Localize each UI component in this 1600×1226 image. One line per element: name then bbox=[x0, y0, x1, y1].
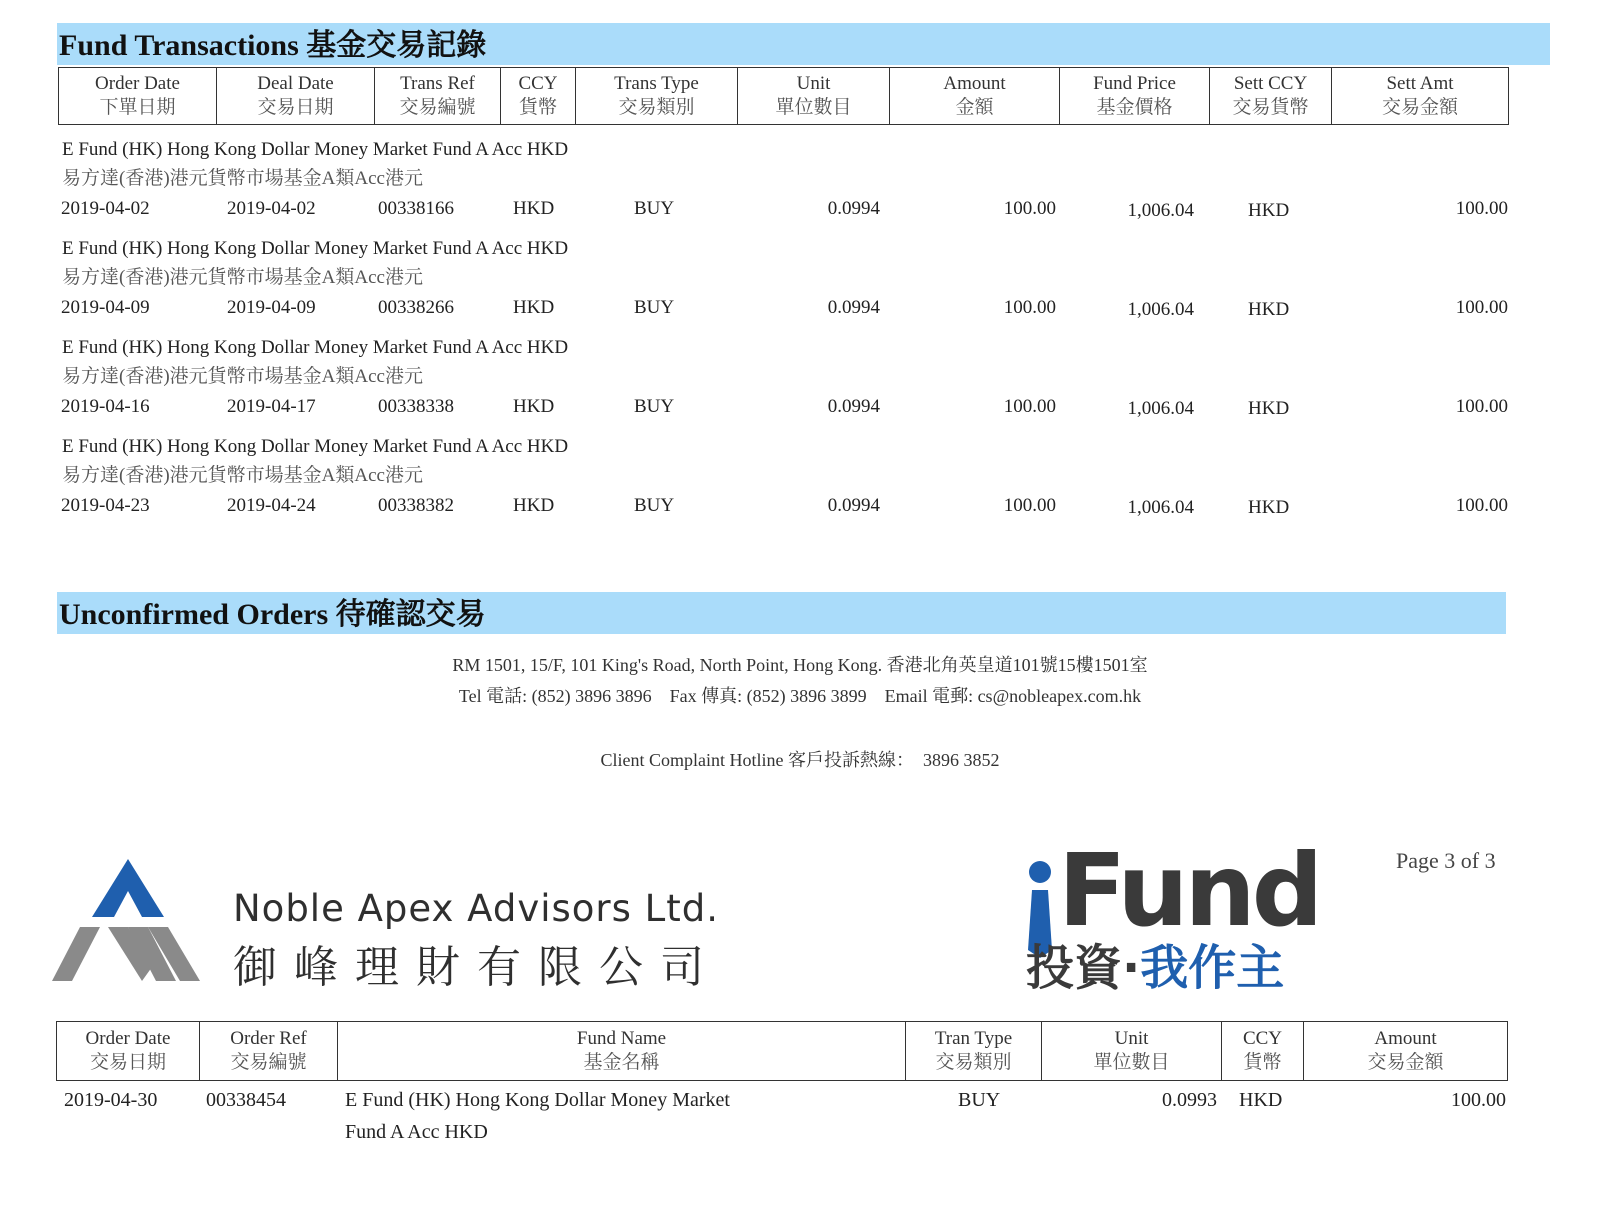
column-label-en: Order Date bbox=[95, 73, 180, 94]
cell-sett-ccy: HKD bbox=[1248, 398, 1290, 419]
column-label-zh: 交易編號 bbox=[230, 1052, 307, 1073]
cell-price: 1,006.04 bbox=[1127, 299, 1194, 320]
noble-apex-logo bbox=[52, 857, 204, 985]
column-label-en: Tran Type bbox=[934, 1028, 1013, 1049]
cell-order-date: 2019-04-09 bbox=[61, 297, 150, 318]
column-label-en: Deal Date bbox=[257, 73, 334, 94]
cell-ccy: HKD bbox=[513, 396, 555, 417]
column-label-zh: 單位數目 bbox=[1093, 1052, 1170, 1073]
cell-deal-date: 2019-04-24 bbox=[227, 495, 316, 516]
ft-col-9 bbox=[1332, 68, 1509, 125]
column-label-zh: 基金價格 bbox=[1096, 97, 1173, 118]
cell-ref: 00338338 bbox=[378, 396, 454, 417]
cell-sett-ccy: HKD bbox=[1248, 200, 1290, 221]
uo-unit: 0.0993 bbox=[1162, 1089, 1217, 1111]
cell-deal-date: 2019-04-09 bbox=[227, 297, 316, 318]
cell-price: 1,006.04 bbox=[1127, 398, 1194, 419]
footer-address: RM 1501, 15/F, 101 King's Road, North Point, Hong Kong. 香港北角英皇道101號15樓1501室 bbox=[452, 655, 1148, 675]
ft-col-0 bbox=[59, 68, 217, 125]
cell-amount: 100.00 bbox=[1003, 495, 1056, 516]
uo-ccy: HKD bbox=[1239, 1089, 1283, 1111]
fund-name-en: E Fund (HK) Hong Kong Dollar Money Market Fund A Acc HKD bbox=[62, 436, 569, 457]
cell-ref: 00338166 bbox=[378, 198, 454, 219]
cell-unit: 0.0994 bbox=[827, 495, 880, 516]
cell-unit: 0.0994 bbox=[827, 297, 880, 318]
column-label-en: Fund Price bbox=[1093, 73, 1176, 94]
logo-gray-left-icon bbox=[52, 927, 100, 981]
uo-col-0 bbox=[57, 1022, 200, 1081]
company-name-zh: 御峰理財有限公司 bbox=[233, 942, 721, 993]
company-name-en: Noble Apex Advisors Ltd. bbox=[233, 887, 720, 930]
uo-tran-type: BUY bbox=[958, 1089, 1001, 1111]
transaction-row bbox=[0, 396, 1600, 422]
column-label-en: Order Date bbox=[85, 1028, 171, 1049]
column-label-en: CCY bbox=[1242, 1028, 1283, 1049]
cell-ref: 00338382 bbox=[378, 495, 454, 516]
cell-deal-date: 2019-04-17 bbox=[227, 396, 316, 417]
cell-sett-ccy: HKD bbox=[1248, 299, 1290, 320]
ifund-wordmark: Fund bbox=[1058, 832, 1320, 949]
cell-sett-ccy: HKD bbox=[1248, 497, 1290, 518]
ft-col-5 bbox=[738, 68, 890, 125]
ft-col-3 bbox=[501, 68, 576, 125]
footer-contact: Tel 電話: (852) 3896 3896 Fax 傳真: (852) 3896 3899 Email 電郵: cs@nobleapex.com.hk bbox=[458, 686, 1142, 706]
cell-ccy: HKD bbox=[513, 495, 555, 516]
logo-blue-peak-icon bbox=[92, 859, 164, 917]
cell-order-date: 2019-04-16 bbox=[61, 396, 150, 417]
cell-order-date: 2019-04-02 bbox=[61, 198, 150, 219]
column-label-en: Trans Type bbox=[614, 73, 699, 94]
ifund-logo bbox=[1022, 832, 1322, 1002]
column-label-zh: 交易類別 bbox=[618, 97, 695, 118]
uo-col-2 bbox=[338, 1022, 906, 1081]
column-label-zh: 交易金額 bbox=[1367, 1052, 1444, 1073]
cell-amount: 100.00 bbox=[1003, 396, 1056, 417]
cell-price: 1,006.04 bbox=[1127, 200, 1194, 221]
column-label-zh: 貨幣 bbox=[518, 97, 557, 118]
column-label-zh: 交易金額 bbox=[1381, 97, 1458, 118]
cell-sett-amt: 100.00 bbox=[1455, 396, 1508, 417]
transaction-row bbox=[0, 297, 1600, 323]
fund-name-zh: 易方達(香港)港元貨幣市場基金A類Acc港元 bbox=[62, 465, 423, 486]
column-label-en: Fund Name bbox=[576, 1028, 667, 1049]
column-label-zh: 金額 bbox=[955, 97, 994, 118]
column-label-zh: 交易貨幣 bbox=[1232, 97, 1309, 118]
page-number: Page 3 of 3 bbox=[1396, 848, 1496, 873]
fund-name-en: E Fund (HK) Hong Kong Dollar Money Market Fund A Acc HKD bbox=[62, 139, 569, 160]
column-label-zh: 交易類別 bbox=[935, 1052, 1012, 1073]
column-label-en: CCY bbox=[518, 73, 558, 94]
uo-amount: 100.00 bbox=[1451, 1089, 1506, 1111]
ft-col-6 bbox=[890, 68, 1060, 125]
unconfirmed-orders-header bbox=[56, 1021, 1508, 1081]
cell-unit: 0.0994 bbox=[827, 198, 880, 219]
cell-sett-amt: 100.00 bbox=[1455, 297, 1508, 318]
cell-sett-amt: 100.00 bbox=[1455, 495, 1508, 516]
column-label-en: Sett Amt bbox=[1386, 73, 1454, 94]
fund-transactions-header bbox=[58, 67, 1509, 125]
fund-name-en: E Fund (HK) Hong Kong Dollar Money Market Fund A Acc HKD bbox=[62, 337, 569, 358]
cell-sett-amt: 100.00 bbox=[1455, 198, 1508, 219]
column-label-en: Order Ref bbox=[230, 1028, 307, 1049]
transaction-row bbox=[0, 495, 1600, 521]
column-label-zh: 下單日期 bbox=[99, 97, 176, 118]
column-label-zh: 交易日期 bbox=[257, 97, 334, 118]
cell-type: BUY bbox=[634, 198, 675, 219]
cell-amount: 100.00 bbox=[1003, 297, 1056, 318]
column-label-zh: 單位數目 bbox=[775, 97, 852, 118]
column-label-en: Unit bbox=[1114, 1028, 1149, 1049]
ft-col-4 bbox=[576, 68, 738, 125]
column-label-zh: 貨幣 bbox=[1243, 1052, 1282, 1073]
uo-col-6 bbox=[1304, 1022, 1508, 1081]
cell-price: 1,006.04 bbox=[1127, 497, 1194, 518]
cell-amount: 100.00 bbox=[1003, 198, 1056, 219]
cell-type: BUY bbox=[634, 495, 675, 516]
column-label-zh: 基金名稱 bbox=[583, 1052, 660, 1073]
unconfirmed-orders-title: Unconfirmed Orders 待確認交易 bbox=[57, 592, 1506, 634]
cell-order-date: 2019-04-23 bbox=[61, 495, 150, 516]
uo-fund-name-line2: Fund A Acc HKD bbox=[345, 1121, 488, 1143]
cell-unit: 0.0994 bbox=[827, 396, 880, 417]
cell-ref: 00338266 bbox=[378, 297, 454, 318]
column-label-zh: 交易日期 bbox=[89, 1052, 166, 1073]
fund-transactions-title: Fund Transactions 基金交易記錄 bbox=[57, 23, 1550, 65]
transaction-row bbox=[0, 198, 1600, 224]
ft-col-2 bbox=[375, 68, 501, 125]
footer-hotline: Client Complaint Hotline 客戶投訴熱線： 3896 3852 bbox=[600, 750, 1000, 770]
ifund-slogan: 投資·我作主 bbox=[1026, 940, 1285, 996]
cell-ccy: HKD bbox=[513, 297, 555, 318]
cell-type: BUY bbox=[634, 297, 675, 318]
uo-order-ref: 00338454 bbox=[206, 1089, 286, 1111]
uo-fund-name-line1: E Fund (HK) Hong Kong Dollar Money Market bbox=[345, 1089, 730, 1111]
uo-col-1 bbox=[200, 1022, 338, 1081]
cell-ccy: HKD bbox=[513, 198, 555, 219]
column-label-en: Trans Ref bbox=[400, 73, 475, 94]
ft-col-1 bbox=[217, 68, 375, 125]
fund-name-en: E Fund (HK) Hong Kong Dollar Money Market Fund A Acc HKD bbox=[62, 238, 569, 259]
fund-name-zh: 易方達(香港)港元貨幣市場基金A類Acc港元 bbox=[62, 267, 423, 288]
column-label-en: Sett CCY bbox=[1233, 73, 1308, 94]
cell-type: BUY bbox=[634, 396, 675, 417]
cell-deal-date: 2019-04-02 bbox=[227, 198, 316, 219]
fund-name-zh: 易方達(香港)港元貨幣市場基金A類Acc港元 bbox=[62, 366, 423, 387]
uo-order-date: 2019-04-30 bbox=[64, 1089, 158, 1111]
column-label-zh: 交易編號 bbox=[399, 97, 476, 118]
ft-col-7 bbox=[1060, 68, 1210, 125]
ft-col-8 bbox=[1210, 68, 1332, 125]
column-label-en: Unit bbox=[796, 73, 831, 94]
uo-col-4 bbox=[1042, 1022, 1222, 1081]
column-label-en: Amount bbox=[943, 73, 1006, 94]
uo-col-5 bbox=[1222, 1022, 1304, 1081]
fund-name-zh: 易方達(香港)港元貨幣市場基金A類Acc港元 bbox=[62, 168, 423, 189]
uo-col-3 bbox=[906, 1022, 1042, 1081]
column-label-en: Amount bbox=[1374, 1028, 1437, 1049]
